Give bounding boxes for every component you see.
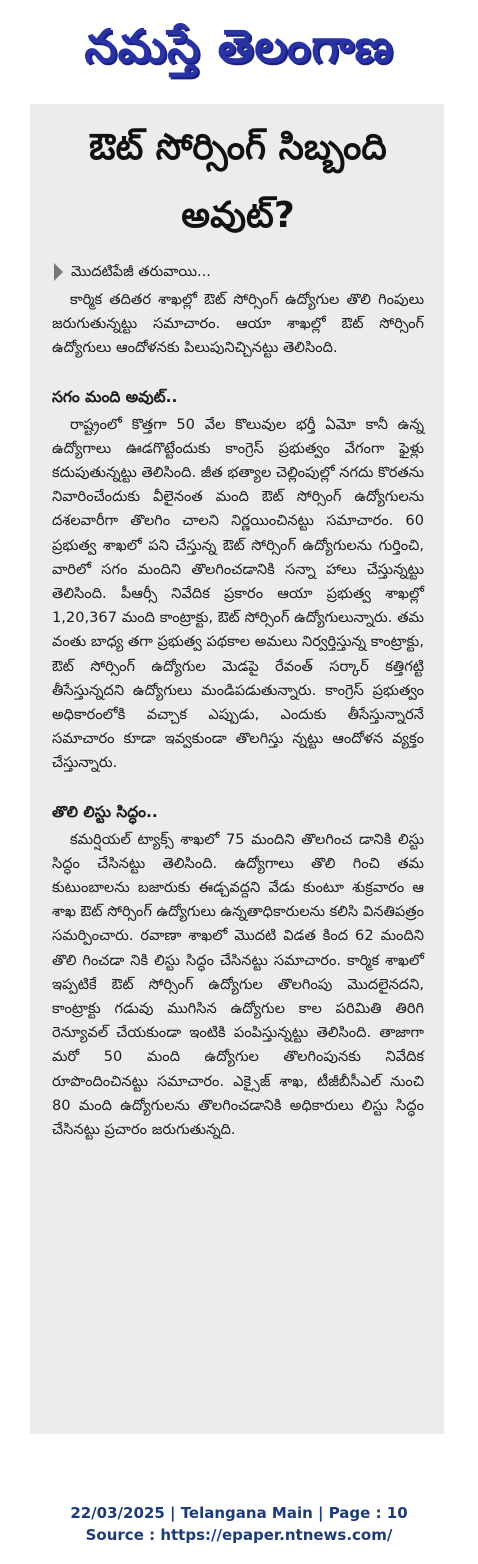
continued-from-front-page <box>52 260 424 284</box>
newspaper-logo: నమస్తే తెలంగాణ <box>84 19 394 73</box>
masthead <box>0 0 478 92</box>
footer-date-edition: 22/03/2025 | Telangana Main | Page : 10 <box>70 1504 408 1522</box>
footer-source: Source : https://epaper.ntnews.com/ <box>85 1526 393 1544</box>
article-clipping <box>30 104 444 1434</box>
section-heading-half-out: సగం మంది అవుట్.. <box>52 387 178 406</box>
section-paragraph-half-out: రాష్ట్రంలో కొత్తగా 50 వేల కొలువుల భర్తీ ఏమో కానీ ఉన్న ఉద్యోగాలు ఊడగొట్టేందుకు కాంగ్రెస్ ప్రభుత్వం వేగంగా ఫైళ్లు కదుపుతున్నట్టు తెలిసింది. జీత భత్యాల చెల్లింపుల్లో నగదు కొరతను నివారించేందుకు వీలైనంత మంది ఔట్ సోర్సింగ్ ఉద్యోగులను దశలవారీగా తొలగిం చాలని నిర్ణయించినట్టు సమాచారం. 60 ప్రభుత్వ శాఖలో పని చేస్తున్న ఔట్ సోర్సింగ్ ఉద్యోగులను గుర్తించి, వారిలో సగం మందిని తొలగించడానికి సన్నా హాలు చేస్తున్నట్టు తెలిసింది. పీఆర్సీ నివేదిక ప్రకారం ఆయా ప్రభుత్వ శాఖల్లో 1,20,367 మంది కాంట్రాక్టు, ఔట్ సోర్సింగ్ ఉద్యోగులున్నారు. తమ వంతు బాధ్య తగా ప్రభుత్వ పథకాల అమలు నిర్వర్తిస్తున్న కాంట్రాక్టు, ఔట్ సోర్సింగ్ ఉద్యోగుల మెడపై రేవంత్ సర్కార్ కత్తిగట్టి తీసేస్తున్నదని ఉద్యోగులు మండిపడుతున్నారు. కాంగ్రెస్ ప్రభుత్వం అధికారంలోకి వచ్చాక ఎప్పుడు, ఎందుకు తీసేస్తున్నారనే సమాచారం కూడా ఇవ్వకుండా తొలగిస్తు న్నట్టు ఆందోళన వ్యక్తం చేస్తున్నారు. <box>52 415 425 772</box>
section-paragraph-first-list: కమర్షియల్ ట్యాక్స్ శాఖలో 75 మందిని తొలగించ డానికి లిస్టు సిద్ధం చేసినట్టు తెలిసింది. ఉద్యోగాలు తొలి గించి తమ కుటుంబాలను బజారుకు ఈడ్చవద్దని వేడు కుంటూ శుక్రవారం ఆ శాఖ ఔట్ సోర్సింగ్ ఉద్యోగులు ఉన్నతాధికారులను కలిసి వినతిపత్రం సమర్పించారు. రవాణా శాఖలో మొదటి విడత కింద 62 మందిని తొలి గించడా నికి లిస్టు సిద్ధం చేసినట్టు సమాచారం. కార్మిక శాఖలో ఇప్పటికే ఔట్ సోర్సింగ్ ఉద్యోగుల తొలగింపు మొదలైనదని, కాంట్రాక్టు గడువు ముగిసిన ఉద్యోగుల కాల పరిమితి తిరిగి రెన్యూవల్ చేయకుండా ఇంటికి పంపిస్తున్నట్టు తెలిసింది. తాజాగా మరో 50 మంది ఉద్యోగుల తొలగింపునకు నివేదిక రూపొందించినట్టు సమాచారం. ఎక్సైజ్ శాఖ, టీజీబీసీఎల్ నుంచి 80 మంది ఉద్యోగులను తొలగించడానికి అధికారులు లిస్టు సిద్ధం చేసినట్టు ప్రచారం జరుగుతున్నది. <box>52 830 424 1139</box>
section-heading-first-list: తొలి లిస్టు సిద్ధం.. <box>52 802 158 821</box>
arrow-icon <box>54 263 63 281</box>
continued-label: మొదటిపేజీ తరువాయి... <box>71 264 211 280</box>
article-headline: ఔట్ సోర్సింగ్ సిబ్బంది అవుట్? <box>89 127 387 236</box>
intro-paragraph: కార్మిక తదితర శాఖల్లో ఔట్ సోర్సింగ్ ఉద్యోగుల తొలి గింపులు జరుగుతున్నట్టు సమాచారం. ఆయా శాఖల్లో ఔట్ సోర్సింగ్ ఉద్యోగులు ఆందోళనకు పిలుపునిచ్చినట్టు తెలిసింది. <box>52 291 424 357</box>
